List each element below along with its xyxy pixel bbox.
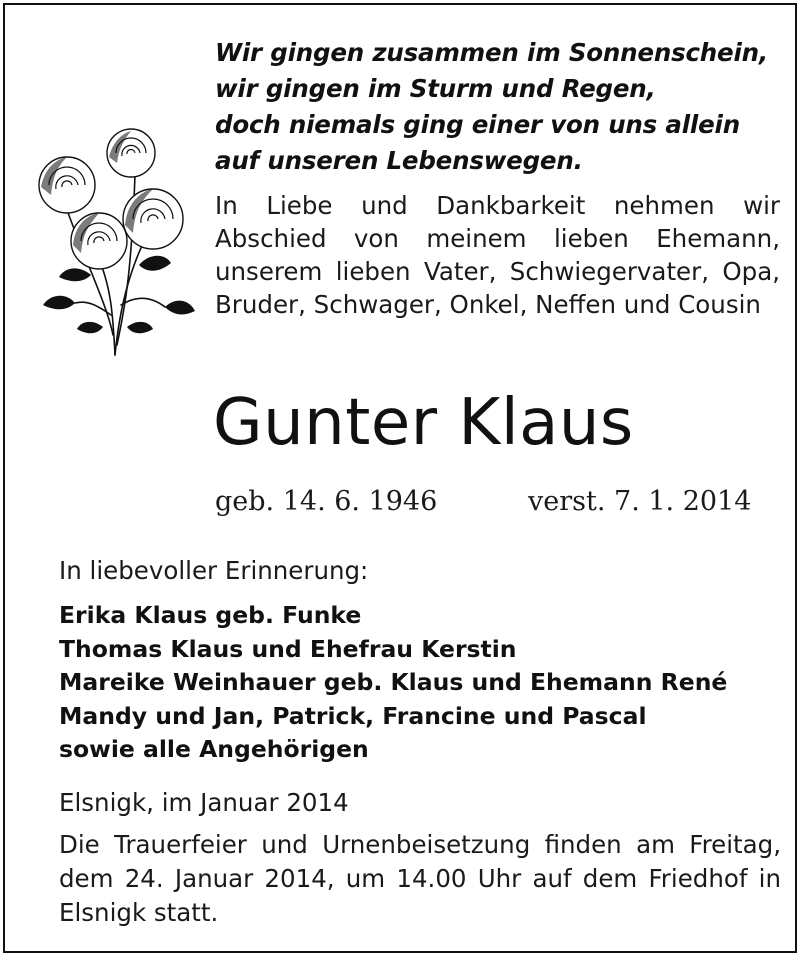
poem [215,35,775,179]
poem-line: Wir gingen zusammen im Sonnenschein, [215,38,768,67]
funeral-notice: Die Trauerfeier und Urnenbeisetzung finden am Freitag, dem 24. Januar 2014, um 14.00 Uhr auf dem Friedhof in Elsnigk statt. [59,830,781,927]
birth-date: geb. 14. 6. 1946 [215,486,438,517]
mourner-name: Mandy und Jan, Patrick, Francine und Pascal [59,701,647,730]
mourner-name: Mareike Weinhauer geb. Klaus und Ehemann René [59,668,728,696]
mourner-name: Erika Klaus geb. Funke [59,601,362,629]
obituary-frame [3,3,797,953]
place-date: Elsnigk, im Januar 2014 [59,788,349,817]
poem-line: doch niemals ging einer von uns allein [215,110,740,139]
memory-label: In liebevoller Erinnerung: [59,556,369,585]
poem-line: auf unseren Lebenswegen. [215,146,583,175]
mourner-name: sowie alle Angehörigen [59,735,369,763]
mourners-list [59,599,727,767]
mourner-name: Thomas Klaus und Ehefrau Kerstin [59,634,517,663]
intro-paragraph: In Liebe und Dankbarkeit nehmen wir Abschied von meinem lieben Ehemann, unserem lieben Vater, Schwiegervater, Opa, Bruder, Schwager, Onkel, Neffen und Cousin [215,191,780,319]
deceased-name: Gunter Klaus [213,386,634,460]
poem-line: wir gingen im Sturm und Regen, [215,74,656,103]
roses-illustration-icon [27,115,197,365]
death-date: verst. 7. 1. 2014 [528,486,752,517]
